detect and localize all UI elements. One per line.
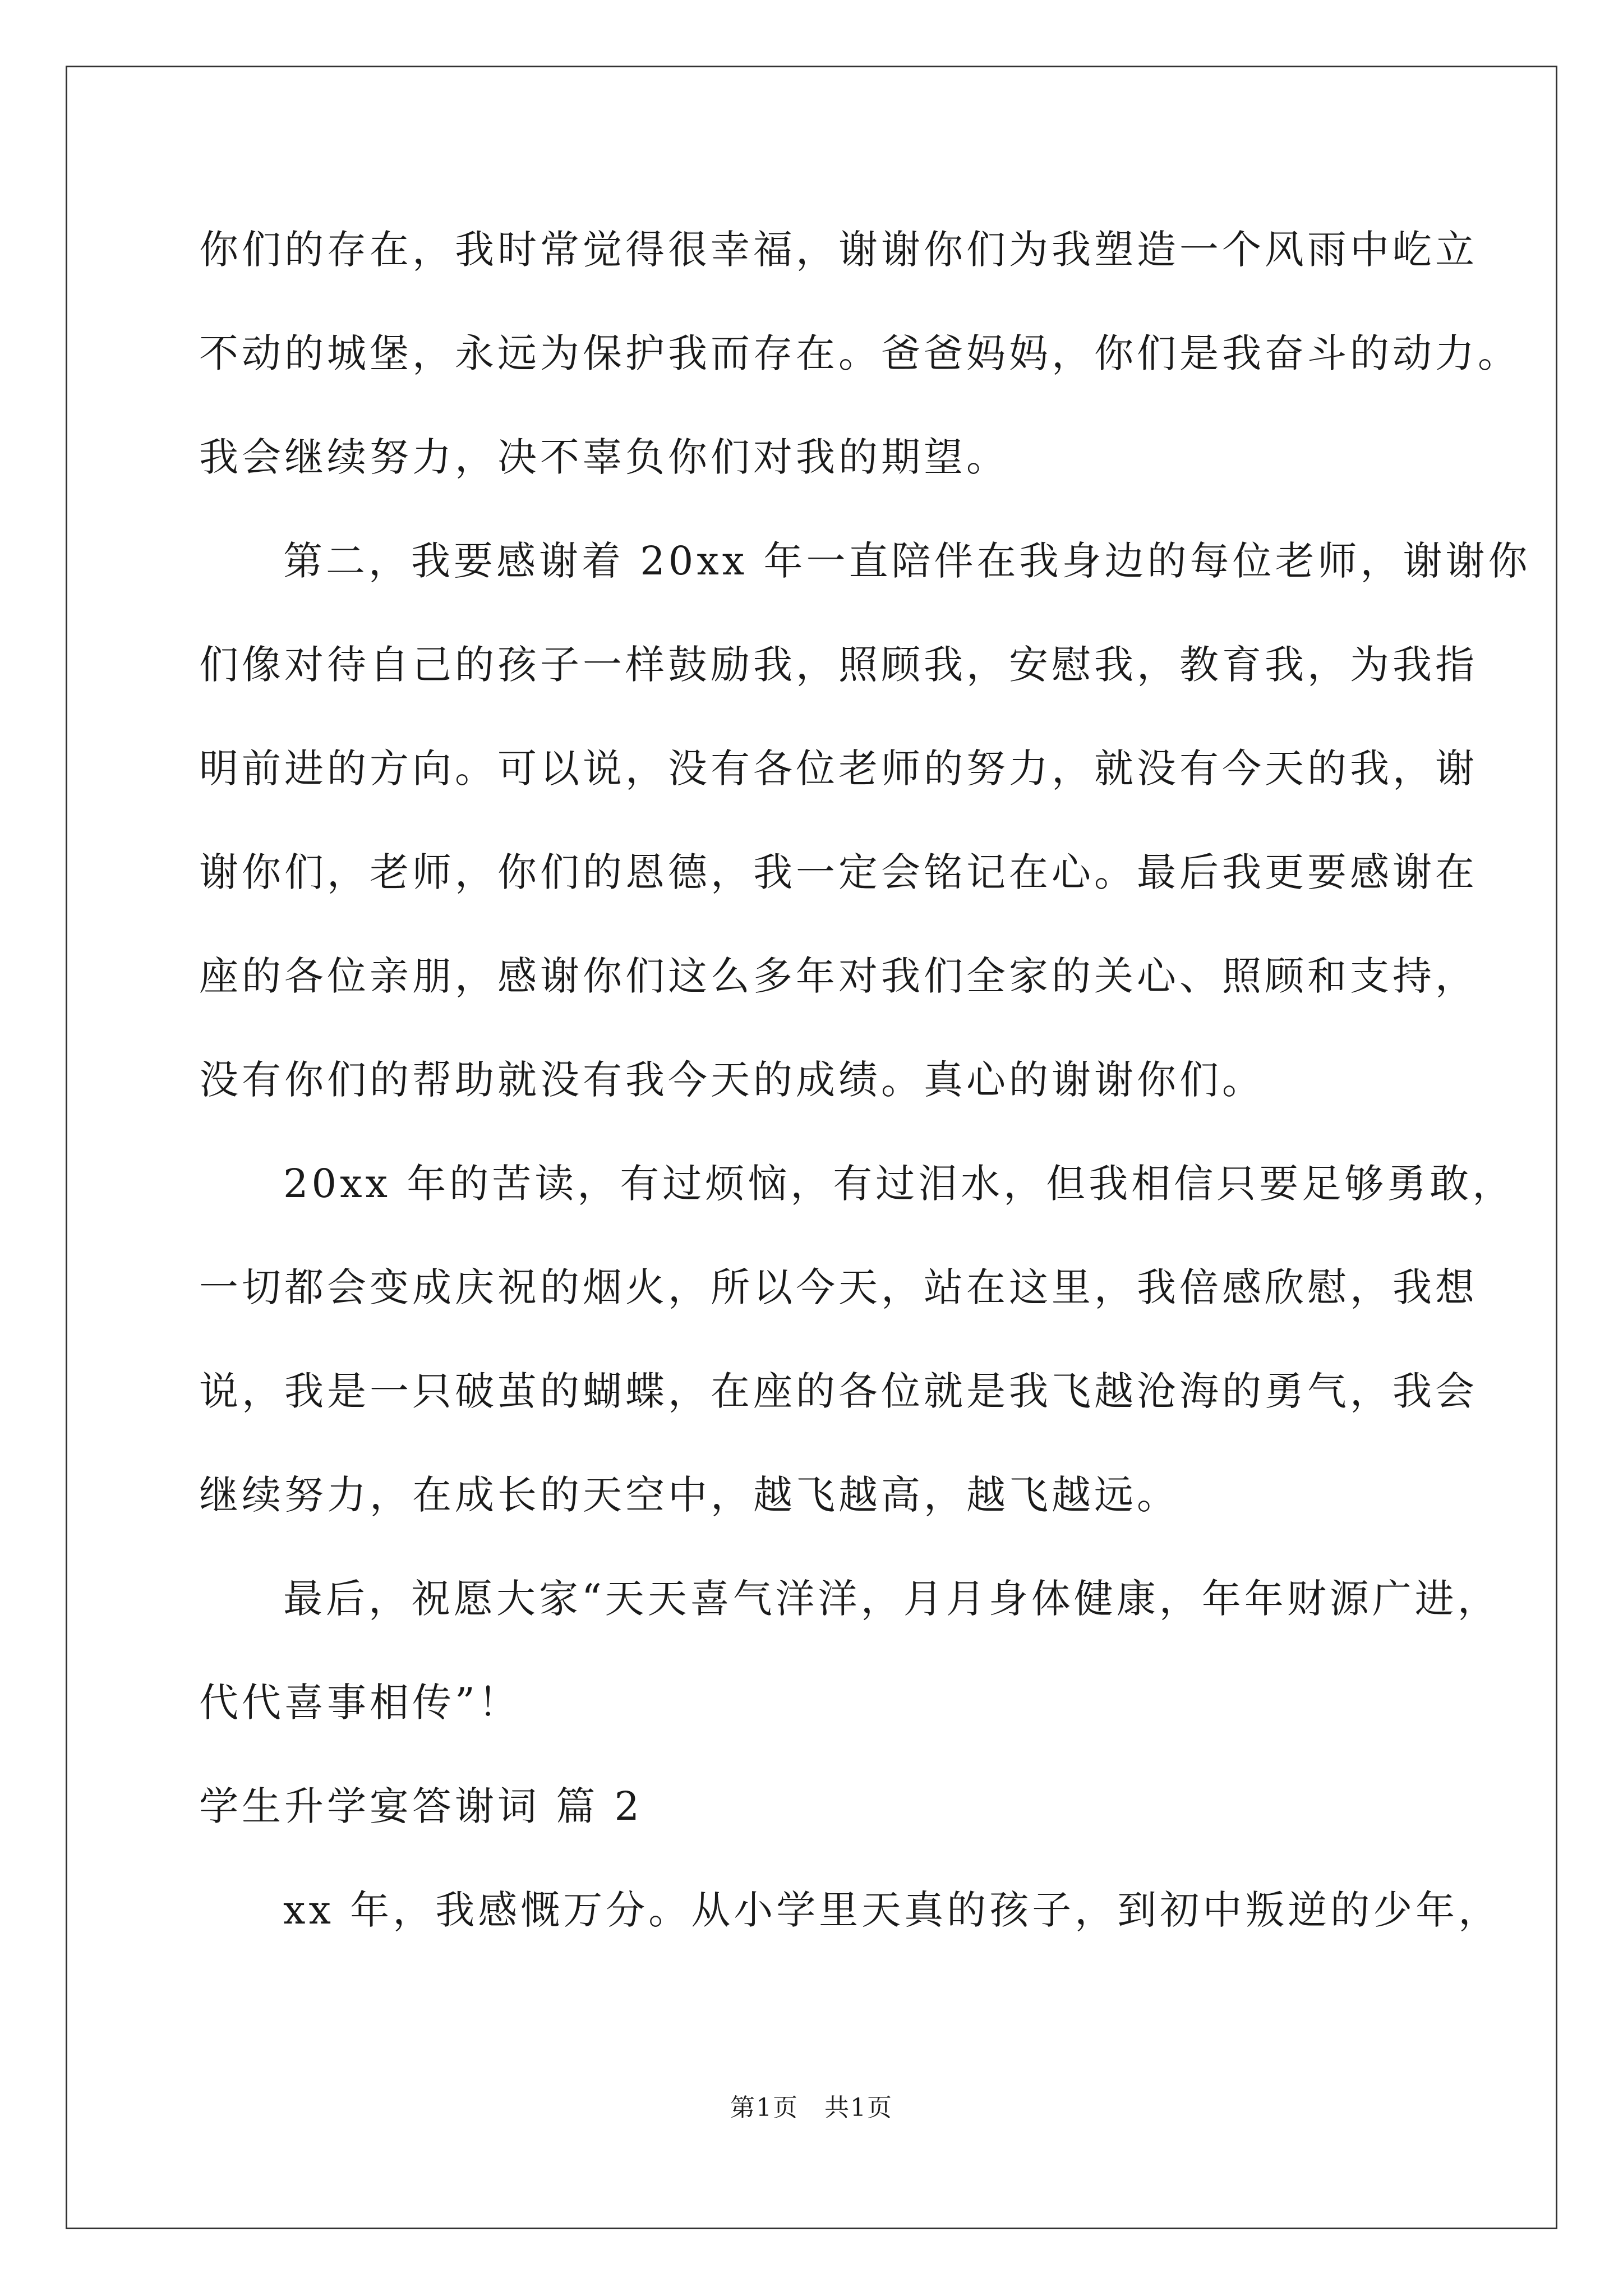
text-line: 一切都会变成庆祝的烟火，所以今天，站在这里，我倍感欣慰，我想 <box>199 1264 1478 1310</box>
text-line: 20xx 年的苦读，有过烦恼，有过泪水，但我相信只要足够勇敢， <box>283 1161 1515 1207</box>
text-line: 第二，我要感谢着 20xx 年一直陪伴在我身边的每位老师，谢谢你 <box>283 538 1531 584</box>
text-line: 不动的城堡，永远为保护我而存在。爸爸妈妈，你们是我奋斗的动力。 <box>199 330 1520 376</box>
document-body <box>199 216 1531 1980</box>
text-line: 座的各位亲朋，感谢你们这么多年对我们全家的关心、照顾和支持， <box>199 953 1478 999</box>
text-line: 代代喜事相传”！ <box>199 1680 521 1726</box>
text-line: 继续努力，在成长的天空中，越飞越高，越飞越远。 <box>199 1472 1179 1518</box>
text-line: xx 年，我感慨万分。从小学里天真的孩子，到初中叛逆的少年， <box>283 1887 1501 1933</box>
page-footer: 第1页 共1页 <box>730 2093 893 2122</box>
text-line: 我会继续努力，决不辜负你们对我的期望。 <box>199 434 1009 480</box>
text-line: 们像对待自己的孩子一样鼓励我，照顾我，安慰我，教育我，为我指 <box>199 642 1478 688</box>
text-line: 谢你们，老师，你们的恩德，我一定会铭记在心。最后我更要感谢在 <box>199 849 1478 895</box>
text-line: 说，我是一只破茧的蝴蝶，在座的各位就是我飞越沧海的勇气，我会 <box>199 1368 1478 1414</box>
text-line: 最后，祝愿大家“天天喜气洋洋，月月身体健康，年年财源广进， <box>283 1576 1500 1622</box>
text-line: 你们的存在，我时常觉得很幸福，谢谢你们为我塑造一个风雨中屹立 <box>199 227 1478 273</box>
text-line: 明前进的方向。可以说，没有各位老师的努力，就没有今天的我，谢 <box>199 746 1478 792</box>
text-line: 学生升学宴答谢词 篇 2 <box>199 1783 643 1829</box>
text-line: 没有你们的帮助就没有我今天的成绩。真心的谢谢你们。 <box>199 1057 1265 1103</box>
